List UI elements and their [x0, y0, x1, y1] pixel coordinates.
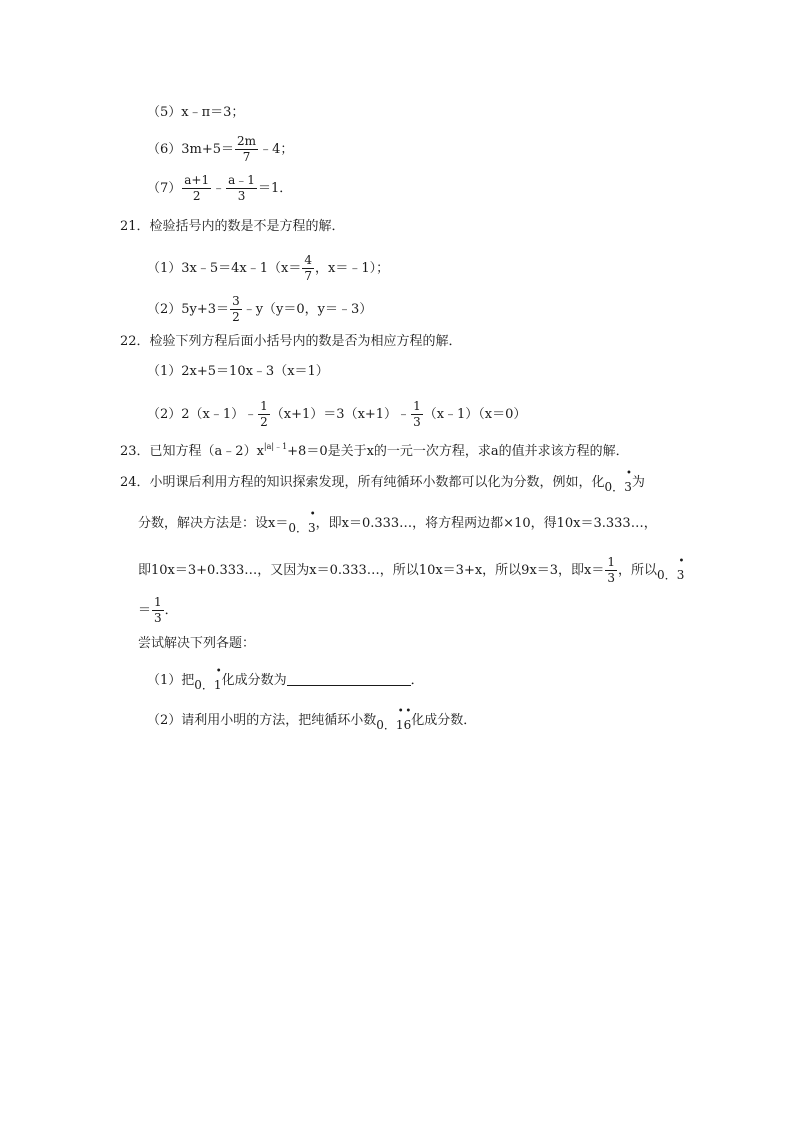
question-21-part-2 — [147, 294, 372, 325]
digit: 3 — [307, 521, 316, 535]
question-22-fraction-1 — [258, 399, 270, 430]
decimal-int: 0． — [604, 480, 625, 494]
digit: 3 — [624, 480, 632, 494]
digit: 6 — [403, 718, 412, 732]
fraction-numerator: 3 — [232, 294, 240, 308]
q24-text: 为 — [631, 475, 645, 490]
part-expr: 5y+3＝ — [181, 302, 230, 317]
repeating-digit — [403, 706, 412, 734]
repeat-dot-icon: • — [397, 706, 404, 717]
repeat-dot-icon: • — [678, 556, 685, 567]
q24-text: ，所以 — [618, 563, 658, 578]
problem-6 — [147, 134, 293, 165]
repeating-decimal — [657, 556, 685, 584]
repeating-digit — [307, 509, 316, 537]
problem-7 — [147, 173, 292, 204]
part-label: （2） — [147, 407, 182, 422]
repeat-dot-icon: • — [405, 706, 412, 717]
q24-text: （1）把 — [147, 673, 195, 688]
repeating-digit — [676, 556, 685, 584]
fraction-numerator: 1 — [260, 399, 268, 413]
fraction-denominator: 3 — [154, 611, 162, 625]
fraction-denominator: 7 — [242, 150, 251, 164]
part-expr-c: （x﹣1）（x＝0） — [423, 407, 527, 422]
problem-7-fraction-2 — [226, 173, 257, 204]
repeating-decimal — [194, 666, 222, 694]
repeating-decimal — [376, 706, 412, 734]
part-expr-b: （x+1）＝3（x+1）﹣ — [270, 407, 411, 422]
fraction-numerator: 1 — [413, 399, 421, 413]
problem-7-label: （7） — [147, 181, 182, 196]
decimal-int: 0． — [288, 521, 308, 535]
fraction-denominator: 3 — [607, 571, 616, 585]
fraction-numerator: 1 — [607, 555, 616, 569]
question-24-part-2 — [147, 706, 477, 734]
fraction-numerator: a﹣1 — [228, 173, 255, 187]
question-23 — [120, 438, 629, 461]
answer-blank[interactable] — [287, 673, 411, 686]
repeating-decimal — [604, 468, 632, 496]
q24-text: ＝ — [138, 603, 152, 618]
problem-5-label: （5） — [147, 105, 182, 120]
q24-fraction — [605, 555, 617, 586]
question-21-part-2-fraction — [230, 294, 242, 325]
question-24-try: 尝试解决下列各题： — [138, 636, 256, 651]
repeat-dot-icon: • — [626, 468, 632, 479]
part-expr: 2x+5＝10x﹣3（x＝1） — [181, 364, 329, 379]
question-24-line-1 — [120, 468, 645, 496]
digit: 1 — [213, 678, 222, 692]
fraction-numerator: 2m — [237, 134, 257, 148]
fraction-denominator: 2 — [260, 415, 268, 429]
question-22-part-1 — [147, 363, 329, 381]
question-22-title: 22．检验下列方程后面小括号内的数是否为相应方程的解． — [120, 334, 462, 349]
q24-text: 化成分数为 — [221, 673, 287, 688]
q24-text: ，即x＝0.333…，将方程两边都×10，得10x＝3.333…， — [315, 516, 657, 531]
part-tail: ，x＝﹣1）； — [315, 261, 390, 276]
problem-6-fraction — [235, 134, 258, 165]
repeat-dot-icon: • — [309, 509, 316, 520]
decimal-int: 0． — [376, 718, 396, 732]
q24-text: ． — [164, 603, 178, 618]
question-24-line-3 — [138, 555, 684, 586]
part-label: （1） — [147, 364, 182, 379]
question-24-part-1 — [147, 666, 424, 694]
question-21-part-1-fraction — [302, 253, 314, 284]
repeating-digit — [395, 706, 404, 734]
fraction-denominator: 3 — [237, 189, 246, 203]
question-21-part-1 — [147, 253, 389, 284]
fraction-denominator: 7 — [304, 269, 313, 283]
fraction-numerator: 4 — [304, 253, 313, 267]
question-23-post: +8＝0是关于x的一元一次方程，求a的值并求该方程的解． — [287, 444, 629, 459]
fraction-numerator: a+1 — [184, 173, 210, 187]
q24-text: （2）请利用小明的方法，把纯循环小数 — [147, 713, 377, 728]
digit: 3 — [676, 568, 685, 582]
decimal-int: 0． — [194, 678, 214, 692]
problem-5 — [147, 104, 244, 122]
part-expr: 3x﹣5＝4x﹣1（x＝ — [181, 261, 302, 276]
problem-6-label: （6） — [147, 142, 182, 157]
question-23-pre: 23．已知方程（a﹣2）x — [120, 444, 264, 459]
problem-7-right: ＝1． — [257, 181, 293, 196]
q24-text: 化成分数． — [411, 713, 477, 728]
part-label: （1） — [147, 261, 182, 276]
problem-6-left: 3m+5＝ — [181, 142, 235, 157]
q24-text: 24．小明课后利用方程的知识探索发现，所有纯循环小数都可以化为分数，例如，化 — [120, 475, 605, 490]
repeat-dot-icon: • — [215, 666, 222, 677]
repeating-digit — [624, 468, 632, 496]
q24-text: 即10x＝3+0.333…，又因为x＝0.333…，所以10x＝3+x，所以9x＝3，即x＝ — [138, 563, 605, 578]
repeating-digit — [213, 666, 222, 694]
part-tail: ﹣y（y＝0，y＝﹣3） — [242, 302, 373, 317]
part-label: （2） — [147, 302, 182, 317]
q24-text: 分数，解决方法是：设x＝ — [138, 516, 289, 531]
digit: 1 — [395, 718, 404, 732]
question-24-line-4 — [138, 595, 178, 626]
question-22-fraction-2 — [411, 399, 423, 430]
repeating-decimal — [288, 509, 316, 537]
fraction-denominator: 3 — [413, 415, 421, 429]
question-24-line-2 — [138, 509, 657, 537]
q24-text: ． — [410, 673, 424, 688]
problem-7-minus: ﹣ — [212, 181, 226, 196]
question-21-title: 21．检验括号内的数是不是方程的解． — [120, 219, 345, 234]
fraction-numerator: 1 — [154, 595, 162, 609]
fraction-denominator: 2 — [192, 189, 201, 203]
fraction-denominator: 2 — [232, 310, 240, 324]
part-expr-a: 2（x﹣1）﹣ — [181, 407, 258, 422]
question-22-part-2 — [147, 399, 526, 430]
problem-6-right: ﹣4； — [259, 142, 294, 157]
exponent: |a|﹣1 — [263, 442, 288, 451]
problem-7-fraction-1 — [182, 173, 211, 204]
q24-fraction — [152, 595, 164, 626]
problem-5-expr: x﹣π＝3； — [181, 105, 245, 120]
decimal-int: 0． — [657, 568, 677, 582]
